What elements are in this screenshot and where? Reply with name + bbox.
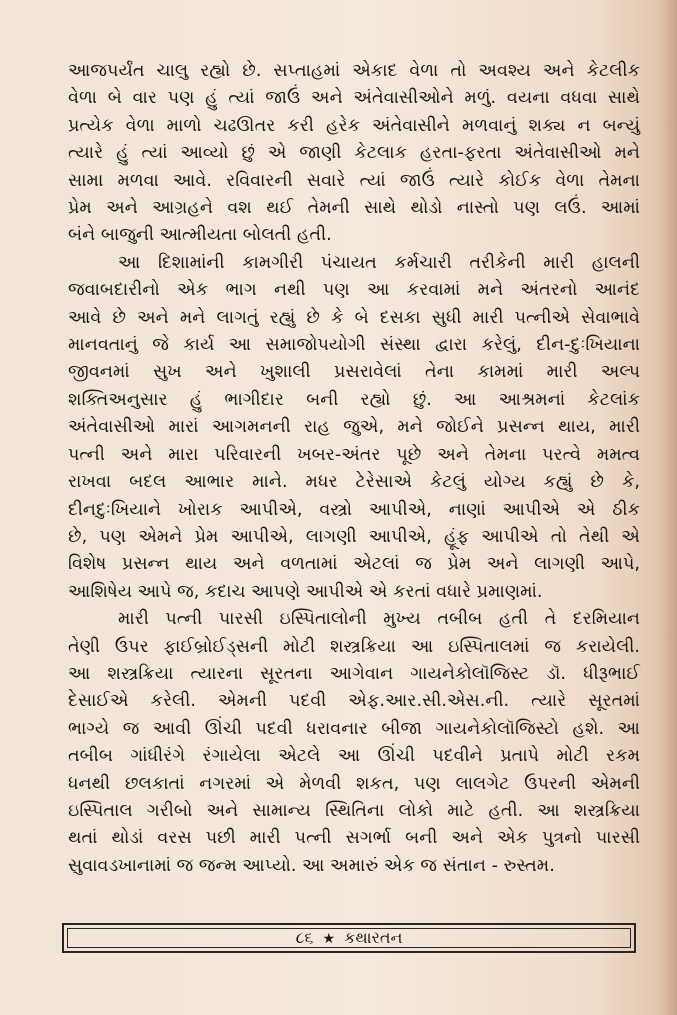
text-line: આવે છે અને મને લાગતું રહ્યું છે કે બે દસકા સુધી મારી પત્નીએ સેવાભાવે [68,307,640,328]
text-line: થતાં થોડાં વરસ પછી મારી પત્ની સગર્ભા બની અને એક પુત્રનો પારસી [68,828,640,849]
text-line: ઇસ્પિતાલ ગરીબો અને સામાન્ય સ્થિતિના લોકો માટે હતી. આ શસ્ત્રક્રિયા [68,800,640,821]
text-line: રાખવા બદલ આભાર માને. મધર ટેરેસાએ કેટલું યોગ્ય કહ્યું છે કે, [68,472,640,493]
book-title: કથારતન [344,928,403,947]
text-line: તેણી ઉપર ફાઈબ્રોઈડ્સની મોટી શસ્ત્રક્રિયા આ ઇસ્પિતાલમાં જ કરાયેલી. [68,636,640,657]
text-line: ભાગ્યે જ આવી ઊંચી પદવી ધરાવનાર બીજા ગાયનેકોલૉજિસ્ટો હશે. આ [68,718,640,739]
text-line: ધનથી છલકાતાં નગરમાં એ મેળવી શકત, પણ લાલગેટ ઉપરની એમની [68,773,640,794]
page-number: ૮૬ [295,928,314,947]
text-line: સુવાવડખાનામાં જ જન્મ આપ્યો. આ અમારું એક જ સંતાન - રુસ્તમ. [68,855,555,876]
text-line: અંતેવાસીઓ મારાં આગમનની રાહ જુએ, મને જોઈને પ્રસન્ન થાય, મારી [68,417,640,438]
text-line: સામા મળવા આવે. રવિવારની સવારે ત્યાં જાઉં ત્યારે કોઈક વેળા તેમના [68,170,640,191]
text-line: વેળા બે વાર પણ હું ત્યાં જાઉં અને અંતેવાસીઓને મળું. વયના વધવા સાથે [68,88,640,109]
page-footer [62,923,636,953]
text-line: તબીબ ગાંધીરંગે રંગાયેલા એટલે આ ઊંચી પદવીને પ્રતાપે મોટી રકમ [68,746,640,767]
body-text [68,58,640,880]
text-line: માનવતાનું જે કાર્ય આ સમાજોપયોગી સંસ્થા દ્વારા કરેલું, દીન-દુઃખિયાના [68,335,640,356]
text-line: શક્તિઅનુસાર હું ભાગીદાર બની રહ્યો છું. આ આશ્રમનાં કેટલાંક [68,389,640,410]
star-icon: ★ [322,931,336,947]
text-line: છે, પણ એમને પ્રેમ આપીએ, લાગણી આપીએ, હૂંફ આપીએ તો તેથી એ [68,526,640,547]
text-line: પ્રેમ અને આગ્રહને વશ થઈ તેમની સાથે થોડો નાસ્તો પણ લઉં. આમાં [68,198,640,219]
text-line: આ દિશામાંની કામગીરી પંચાયત કર્મચારી તરીકેની મારી હાલની [118,252,640,273]
text-line: વિશેષ પ્રસન્ન થાય અને વળતામાં એટલાં જ પ્રેમ અને લાગણી આપે, [68,554,640,575]
text-line: આજપર્યંત ચાલુ રહ્યો છે. સપ્તાહમાં એકાદ વેળા તો અવશ્ય અને કેટલીક [68,61,640,81]
text-line: આશિષેય આપે જ, કદાચ આપણે આપીએ એ કરતાં વધારે પ્રમાણમાં. [68,581,543,602]
text-line: ત્યારે હું ત્યાં આવ્યો છું એ જાણી કેટલાક હરતા-ફરતા અંતેવાસીઓ મને [68,143,640,164]
text-line: પત્ની અને મારા પરિવારની ખબર-અંતર પૂછે અને તેમના પરત્વે મમત્વ [68,444,640,465]
page-edge-shadow [659,0,677,1015]
text-line: દીનદુઃખિયાને ખોરાક આપીએ, વસ્ત્રો આપીએ, નાણાં આપીએ એ ઠીક [68,499,640,520]
text-line: બંને બાજુની આત્મીયતા બોલતી હતી. [68,225,332,246]
text-line: આ શસ્ત્રક્રિયા ત્યારના સૂરતના આગેવાન ગાયનેકોલૉજિસ્ટ ડૉ. ધીરૂભાઈ [68,663,640,684]
text-line: જીવનમાં સુખ અને ખુશાલી પ્રસરાવેલાં તેના કામમાં મારી અલ્પ [68,362,640,383]
footer-label [64,928,634,948]
text-line: જવાબદારીનો એક ભાગ નથી પણ આ કરવામાં મને અંતરનો આનંદ [68,280,640,301]
text-line: પ્રત્યેક વેળા માળો ચઢઊતર કરી હરેક અંતેવાસીને મળવાનું શક્ય ન બન્યું [68,115,640,136]
text-line: મારી પત્ની પારસી ઇસ્પિતાલોની મુખ્ય તબીબ હતી તે દરમિયાન [118,609,640,630]
text-line: દેસાઈએ કરેલી. એમની પદવી એફ.આર.સી.એસ.ની. ત્યારે સૂરતમાં [68,691,640,712]
